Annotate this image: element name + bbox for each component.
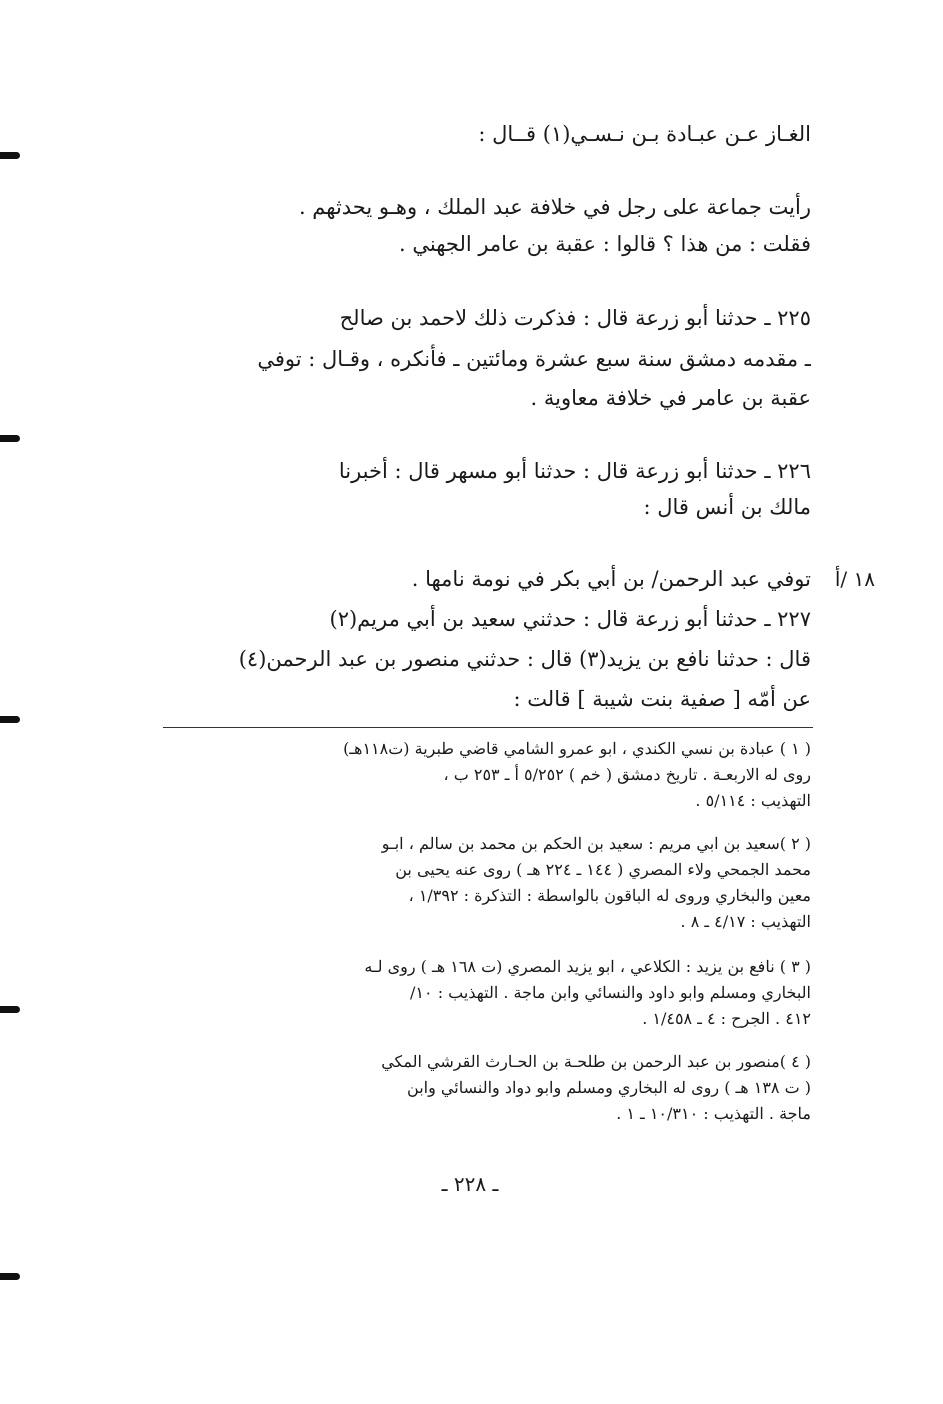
main-text-line: فقلت : من هذا ؟ قالوا : عقبة بن عامر الجهني . (399, 232, 811, 256)
footnote-line: البخاري ومسلم وابو داود والنسائي وابن ماجة . التهذيب : ١٠/ (410, 983, 811, 1002)
folio-margin-note: ١٨ /أ (834, 567, 875, 591)
binding-mark (0, 1273, 20, 1280)
footnote-line: التهذيب : ٥/١١٤ . (695, 791, 811, 810)
main-text-line: ـ مقدمه دمشق سنة سبع عشرة ومائتين ـ فأنكره ، وقـال : توفي (257, 347, 811, 371)
main-text-line: رأيت جماعة على رجل في خلافة عبد الملك ، وهـو يحدثهم . (298, 195, 811, 219)
main-text-line: عن أمّه [ صفية بنت شيبة ] قالت : (513, 687, 811, 711)
footnote-line: ( ٣ ) نافع بن يزيد : الكلاعي ، ابو يزيد المصري (ت ١٦٨ هـ ) روى لـه (364, 957, 811, 976)
binding-mark (0, 716, 20, 723)
footnote-line: ( ت ١٣٨ هـ ) روى له البخاري ومسلم وابو دواد والنسائي وابن (407, 1078, 811, 1097)
main-text-line: قال : حدثنا نافع بن يزيد(٣) قال : حدثني منصور بن عبد الرحمن(٤) (238, 647, 811, 671)
binding-mark (0, 435, 20, 442)
main-text-line: ٢٢٦ ـ حدثنا أبو زرعة قال : حدثنا أبو مسهر قال : أخبرنا (338, 459, 811, 483)
binding-mark (0, 152, 20, 159)
main-text-line: ٢٢٥ ـ حدثنا أبو زرعة قال : فذكرت ذلك لاحمد بن صالح (339, 306, 811, 330)
footnote-line: ماجة . التهذيب : ١٠/٣١٠ ـ ١ . (616, 1104, 811, 1123)
page-number: ـ ٢٢٨ ـ (441, 1172, 499, 1196)
main-text-line: توفي عبد الرحمن/ بن أبي بكر في نومة نامها . (411, 567, 811, 591)
footnote-line: ( ٤ )منصور بن عبد الرحمن بن طلحـة بن الحـارث القرشي المكي (381, 1052, 811, 1071)
footnote-separator (163, 727, 813, 728)
main-text-line: الغـاز عـن عبـادة بـن نـسـي(١) قــال : (478, 122, 811, 146)
main-text-line: ٢٢٧ ـ حدثنا أبو زرعة قال : حدثني سعيد بن أبي مريم(٢) (329, 607, 811, 631)
footnote-line: روى له الاربعـة . تاريخ دمشق ( خم ) ٥/٢٥٢ أ ـ ٢٥٣ ب ، (443, 765, 811, 784)
main-text-line: مالك بن أنس قال : (643, 495, 811, 519)
footnote-line: ٤١٢ . الجرح : ٤ ـ ١/٤٥٨ . (642, 1009, 811, 1028)
footnote-line: التهذيب : ٤/١٧ ـ ٨ . (680, 912, 811, 931)
footnote-line: ( ١ ) عبادة بن نسي الكندي ، ابو عمرو الشامي قاضي طبرية (ت١١٨هـ) (343, 739, 811, 758)
footnote-line: ( ٢ )سعيد بن ابي مريم : سعيد بن الحكم بن محمد بن سالم ، ابـو (381, 834, 811, 853)
footnote-line: محمد الجمحي ولاء المصري ( ١٤٤ ـ ٢٢٤ هـ ) روى عنه يحيى بن (395, 860, 811, 879)
main-text-line: عقبة بن عامر في خلافة معاوية . (530, 386, 811, 410)
binding-mark (0, 1006, 20, 1013)
footnote-line: معين والبخاري وروى له الباقون بالواسطة : التذكرة : ١/٣٩٢ ، (408, 886, 811, 905)
